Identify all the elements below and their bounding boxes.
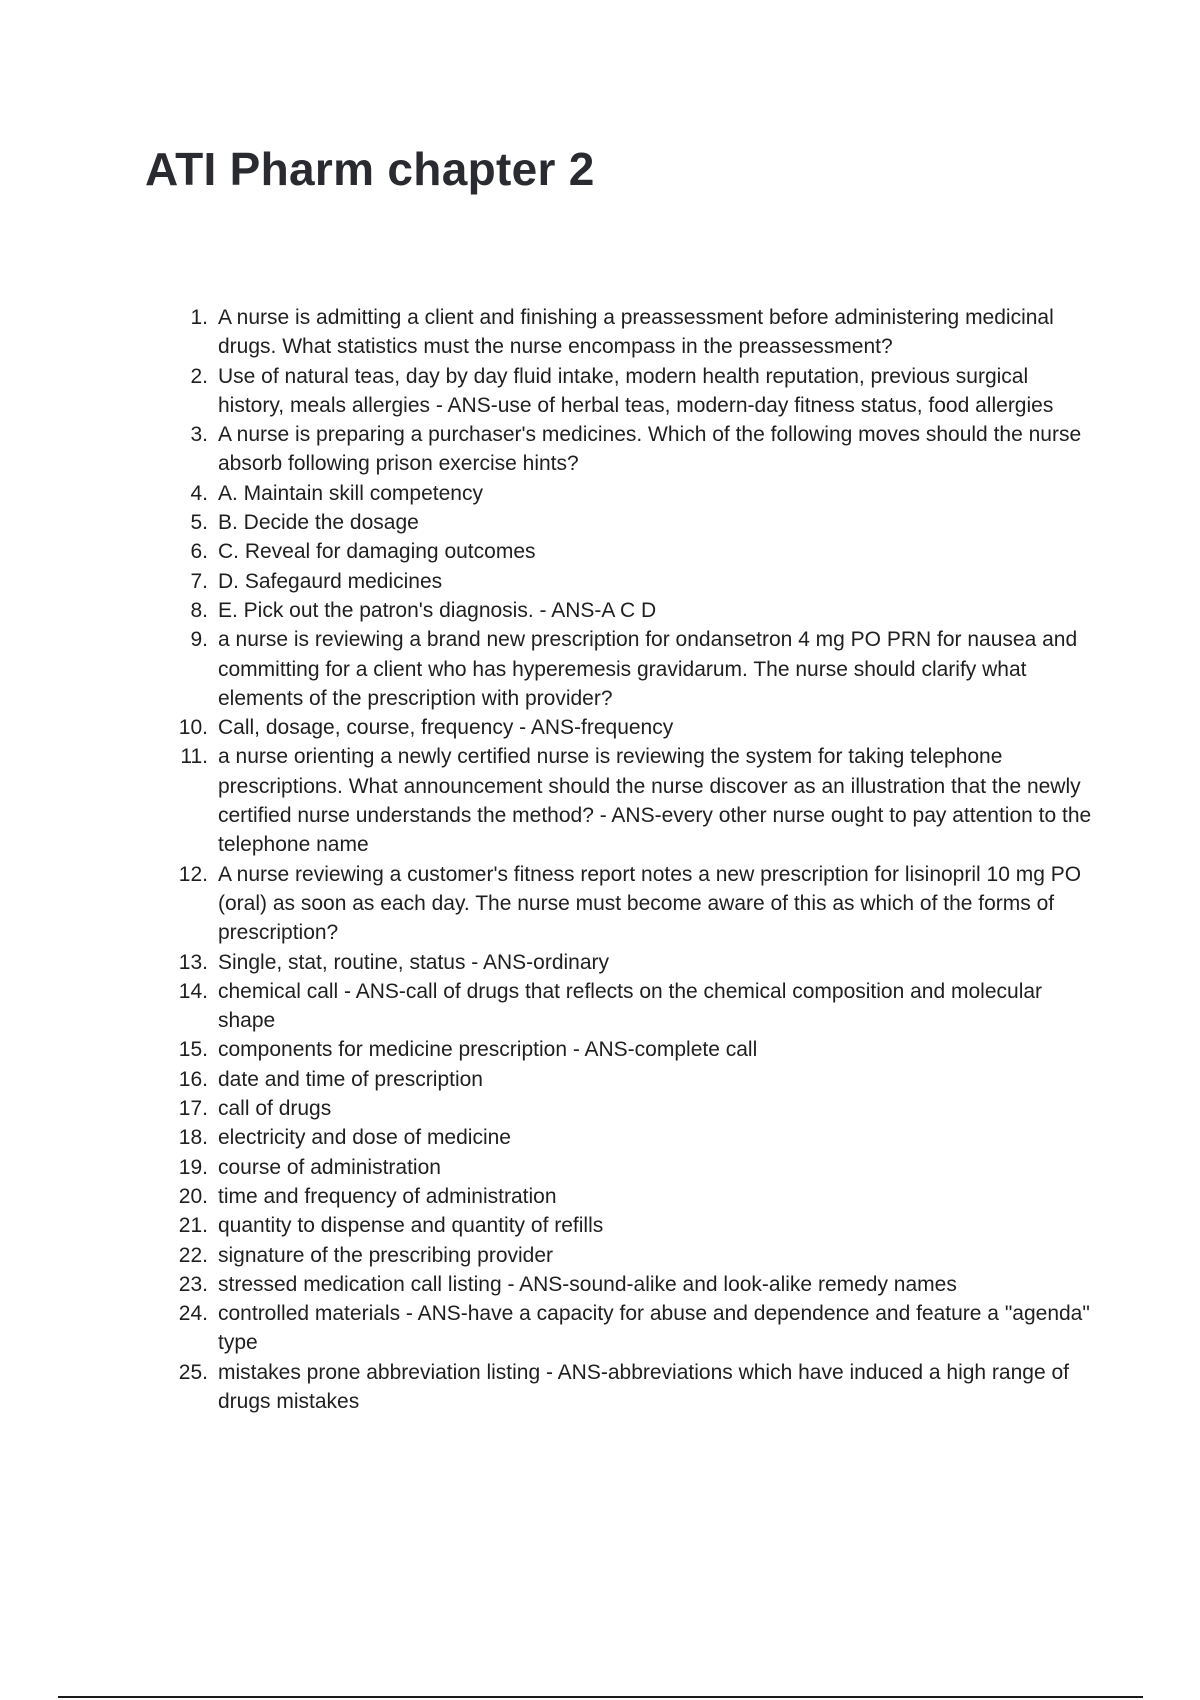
- list-item: [170, 1182, 1100, 1211]
- list-item-number: 25.: [178, 1360, 208, 1384]
- list-item-number: 3.: [190, 423, 208, 447]
- list-item: [170, 860, 1100, 948]
- list-item-text: D. Safegaurd medicines: [218, 569, 443, 593]
- list-item: [170, 1358, 1100, 1417]
- list-item: [170, 537, 1100, 566]
- list-item-number: 15.: [178, 1038, 208, 1062]
- list-item-number: 19.: [178, 1155, 208, 1179]
- list-item-number: 20.: [178, 1184, 208, 1208]
- list-item-text: signature of the prescribing provider: [218, 1243, 554, 1267]
- list-item: [170, 1094, 1100, 1123]
- list-item-text: A. Maintain skill competency: [218, 481, 483, 505]
- list-item-number: 5.: [190, 511, 208, 535]
- list-item: [170, 1035, 1100, 1064]
- list-item: [170, 567, 1100, 596]
- footer-divider: [58, 1696, 1143, 1698]
- list-item-text: A nurse is admitting a client and finishing a preassessment before administering medicinal drugs. What statistics must the nurse encompass in the preassessment?: [218, 306, 1054, 359]
- list-item-text: date and time of prescription: [218, 1067, 483, 1091]
- list-item-number: 6.: [190, 540, 208, 564]
- list-item-text: call of drugs: [218, 1097, 332, 1121]
- list-item-number: 13.: [178, 950, 208, 974]
- list-item-number: 21.: [178, 1214, 208, 1238]
- page-title: ATI Pharm chapter 2: [145, 143, 595, 195]
- list-item: [170, 1299, 1100, 1358]
- list-item-number: 11.: [180, 745, 208, 769]
- list-item: [170, 625, 1100, 713]
- list-item: [170, 713, 1100, 742]
- list-item-text: a nurse is reviewing a brand new prescription for ondansetron 4 mg PO PRN for nausea and committing for a client who has hyperemesis gravidarum. The nurse should clarify what elements of the prescription with provider?: [218, 628, 1078, 710]
- list-item: [170, 948, 1100, 977]
- list-item-number: 16.: [178, 1067, 208, 1091]
- list-item: [170, 479, 1100, 508]
- list-item-text: Use of natural teas, day by day fluid intake, modern health reputation, previous surgical history, meals allergies - ANS-use of herbal teas, modern-day fitness status, food allergies: [218, 364, 1054, 417]
- list-item-text: controlled materials - ANS-have a capacity for abuse and dependence and feature a "agenda" type: [218, 1302, 1090, 1355]
- list-item-text: a nurse orienting a newly certified nurse is reviewing the system for taking telephone prescriptions. What announcement should the nurse discover as an illustration that the newly certified nurse understands the method? - ANS-every other nurse ought to pay attention to the telephone name: [218, 745, 1092, 857]
- list-item: [170, 303, 1100, 362]
- list-item-text: E. Pick out the patron's diagnosis. - ANS-A C D: [218, 598, 657, 622]
- list-item: [170, 1211, 1100, 1240]
- list-item-text: electricity and dose of medicine: [218, 1126, 511, 1150]
- list-item: [170, 508, 1100, 537]
- list-item: [170, 420, 1100, 479]
- list-item-number: 14.: [178, 979, 208, 1003]
- list-item-number: 2.: [190, 364, 208, 388]
- list-item-text: A nurse reviewing a customer's fitness report notes a new prescription for lisinopril 10 mg PO (oral) as soon as each day. The nurse must become aware of this as which of the forms of prescription?: [218, 862, 1082, 945]
- list-item-number: 4.: [190, 481, 208, 505]
- list-item-number: 23.: [178, 1272, 208, 1296]
- list-item: [170, 1123, 1100, 1152]
- list-item: [170, 977, 1100, 1036]
- list-item-number: 8.: [190, 598, 208, 622]
- list-item: [170, 1270, 1100, 1299]
- list-item-number: 10.: [178, 716, 208, 740]
- question-list: [170, 303, 1100, 1416]
- list-item-number: 17.: [178, 1097, 208, 1121]
- list-item-text: stressed medication call listing - ANS-sound-alike and look-alike remedy names: [218, 1272, 957, 1296]
- list-item-text: quantity to dispense and quantity of refills: [218, 1214, 604, 1238]
- list-item-text: C. Reveal for damaging outcomes: [218, 540, 536, 564]
- list-item-number: 1.: [190, 306, 208, 329]
- list-item-text: components for medicine prescription - ANS-complete call: [218, 1038, 758, 1062]
- list-item-number: 22.: [178, 1243, 208, 1267]
- list-item-text: course of administration: [218, 1155, 441, 1179]
- list-item-number: 9.: [190, 628, 208, 652]
- list-item-text: mistakes prone abbreviation listing - ANS-abbreviations which have induced a high range of drugs mistakes: [218, 1360, 1069, 1413]
- list-item: [170, 1065, 1100, 1094]
- list-item-text: time and frequency of administration: [218, 1184, 557, 1208]
- list-item: [170, 742, 1100, 859]
- list-item-number: 7.: [190, 569, 208, 593]
- list-item-number: 24.: [178, 1302, 208, 1326]
- list-item-number: 18.: [178, 1126, 208, 1150]
- list-item-text: A nurse is preparing a purchaser's medicines. Which of the following moves should the nurse absorb following prison exercise hints?: [218, 423, 1082, 476]
- list-item-text: Call, dosage, course, frequency - ANS-frequency: [218, 716, 674, 740]
- list-item: [170, 596, 1100, 625]
- list-item-text: B. Decide the dosage: [218, 511, 419, 535]
- list-item-text: Single, stat, routine, status - ANS-ordinary: [218, 950, 610, 974]
- list-item: [170, 1153, 1100, 1182]
- list-item-number: 12.: [178, 862, 208, 886]
- list-item: [170, 362, 1100, 421]
- list-item: [170, 1241, 1100, 1270]
- list-item-text: chemical call - ANS-call of drugs that reflects on the chemical composition and molecular shape: [218, 979, 1043, 1033]
